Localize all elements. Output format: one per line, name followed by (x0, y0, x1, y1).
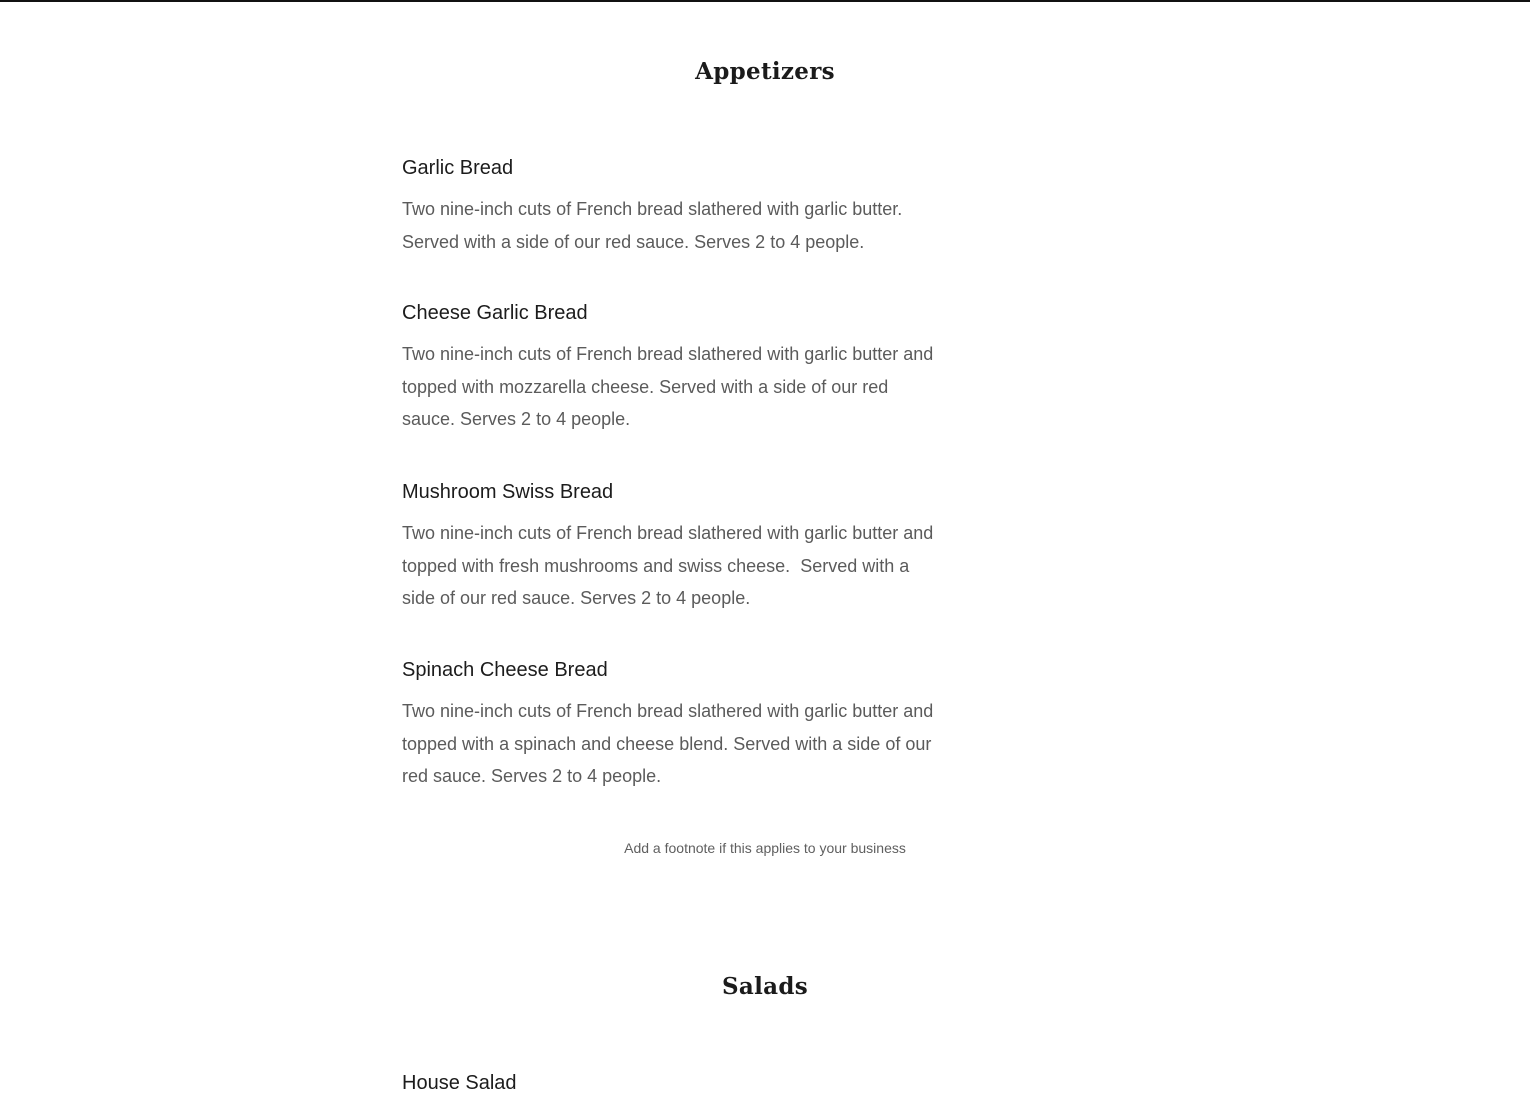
menu-item-spinach-cheese-bread (402, 658, 942, 793)
section-footnote: Add a footnote if this applies to your business (624, 840, 906, 856)
menu-item-description: Two nine-inch cuts of French bread slathered with garlic butter and topped with a spinach and cheese blend. Served with a side of our red sauce. Serves 2 to 4 people. (402, 701, 939, 786)
menu-item-description: Two nine-inch cuts of French bread slathered with garlic butter and topped with fresh mushrooms and swiss cheese. Served with a side of our red sauce. Serves 2 to 4 people. (402, 523, 939, 608)
section-title-appetizers: Appetizers (695, 58, 835, 85)
menu-item-name: Spinach Cheese Bread (402, 659, 608, 681)
menu-item-house-salad (402, 1071, 942, 1095)
menu-item-description: Two nine-inch cuts of French bread slathered with garlic butter. Served with a side of our red sauce. Serves 2 to 4 people. (402, 199, 908, 252)
section-title-salads: Salads (722, 973, 808, 1000)
menu-item-cheese-garlic-bread (402, 301, 942, 436)
menu-item-name: Cheese Garlic Bread (402, 302, 588, 324)
menu-item-description: Two nine-inch cuts of French bread slathered with garlic butter and topped with mozzarella cheese. Served with a side of our red sauce. Serves 2 to 4 people. (402, 344, 939, 429)
menu-item-garlic-bread (402, 156, 942, 258)
top-divider (0, 0, 1530, 2)
menu-item-mushroom-swiss-bread (402, 480, 942, 615)
menu-item-name: House Salad (402, 1072, 517, 1094)
menu-item-name: Mushroom Swiss Bread (402, 481, 614, 503)
menu-item-name: Garlic Bread (402, 157, 514, 179)
